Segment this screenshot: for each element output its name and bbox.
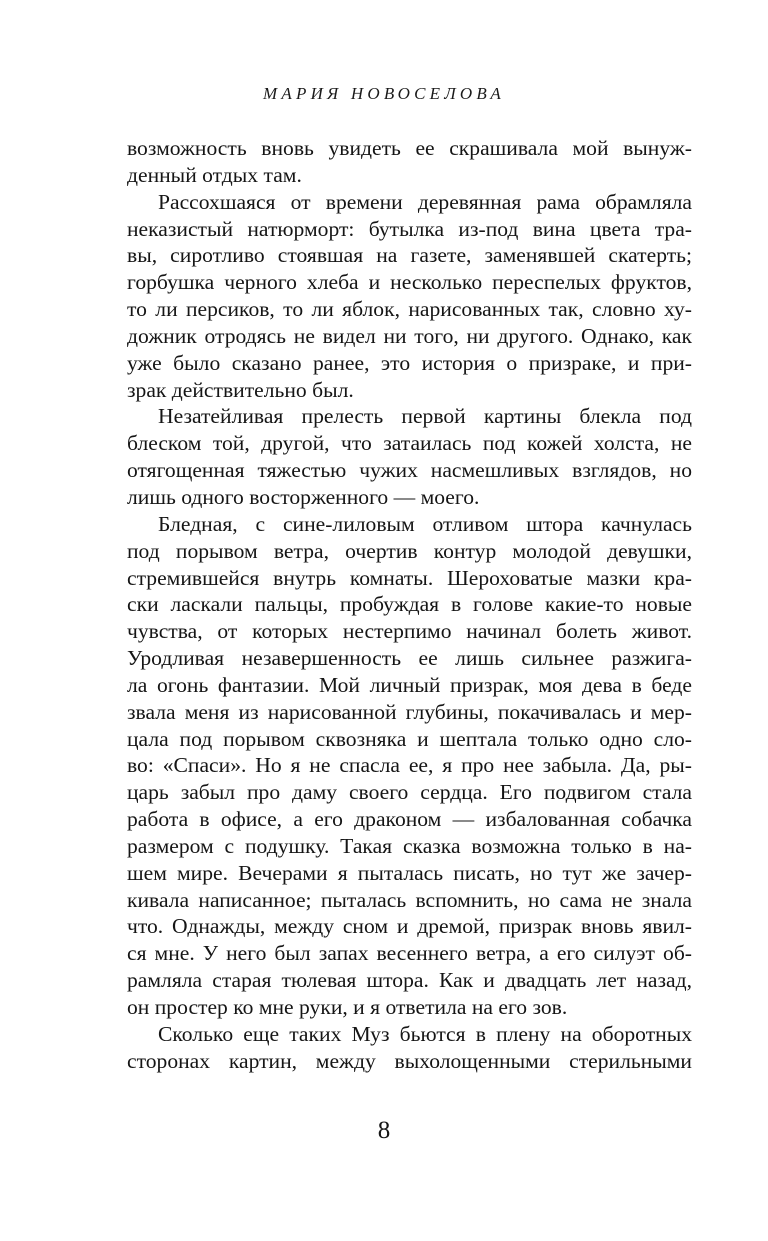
- text-line: размером с подушку. Такая сказка возможна только в на-: [127, 833, 692, 858]
- text-line: чувства, от которых нестерпимо начинал болеть живот.: [127, 619, 692, 644]
- text-line: кивала написанное; пыталась вспомнить, но сама не знала: [127, 887, 692, 912]
- body-text: [127, 135, 692, 1075]
- text-line: шем мире. Вечерами я пыталась писать, но тут же зачер-: [127, 860, 692, 885]
- text-line: блеском той, другой, что затаилась под кожей холста, не: [127, 431, 692, 456]
- text-line: неказистый натюрморт: бутылка из-под вина цвета тра-: [127, 216, 692, 241]
- text-line: рамляла старая тюлевая штора. Как и двадцать лет назад,: [127, 968, 692, 993]
- text-line: вы, сиротливо стоявшая на газете, заменявшей скатерть;: [127, 243, 692, 268]
- text-line: ся мне. У него был запах весеннего ветра, а его силуэт об-: [127, 941, 692, 966]
- text-line: уже было сказано ранее, это история о призраке, и при-: [127, 350, 692, 375]
- text-line: во: «Спаси». Но я не спасла ее, я про нее забыла. Да, ры-: [127, 753, 692, 778]
- text-line: зрак действительно был.: [127, 377, 354, 402]
- text-line: стремившейся внутрь комнаты. Шероховатые мазки кра-: [127, 565, 692, 590]
- text-line: царь забыл про даму своего сердца. Его подвигом стала: [127, 780, 692, 805]
- text-line: под порывом ветра, очертив контур молодой девушки,: [127, 538, 692, 563]
- text-line: лишь одного восторженного — моего.: [127, 484, 480, 509]
- text-line: возможность вновь увидеть ее скрашивала мой вынуж-: [127, 136, 692, 160]
- text-line: отягощенная тяжестью чужих насмешливых взглядов, но: [127, 458, 692, 483]
- text-line: Рассохшаяся от времени деревянная рама обрамляла: [158, 189, 692, 214]
- text-line: дожник отродясь не видел ни того, ни другого. Однако, как: [127, 323, 692, 348]
- text-line: звала меня из нарисованной глубины, покачивалась и мер-: [127, 699, 692, 724]
- text-line: денный отдых там.: [127, 162, 302, 187]
- text-line: работа в офисе, а его драконом — избалованная собачка: [127, 807, 692, 832]
- text-line: Уродливая незавершенность ее лишь сильнее разжига-: [127, 646, 692, 671]
- text-line: он простер ко мне руки, и я ответила на его зов.: [127, 995, 568, 1019]
- running-header: МАРИЯ НОВОСЕЛОВА: [263, 84, 505, 103]
- text-line: что. Однажды, между сном и дремой, призрак вновь явил-: [127, 914, 692, 939]
- text-line: Сколько еще таких Муз бьются в плену на оборотных: [158, 1021, 692, 1046]
- text-line: Бледная, с сине-лиловым отливом штора качнулась: [158, 511, 692, 536]
- text-line: ски ласкали пальцы, пробуждая в голове какие-то новые: [127, 592, 692, 617]
- text-line: то ли персиков, то ли яблок, нарисованных так, словно ху-: [127, 297, 692, 322]
- text-line: ла огонь фантазии. Мой личный призрак, моя дева в беде: [127, 672, 692, 697]
- text-line: горбушка черного хлеба и несколько переспелых фруктов,: [127, 270, 692, 295]
- text-line: Незатейливая прелесть первой картины блекла под: [158, 404, 692, 429]
- page-number: 8: [377, 1117, 391, 1144]
- text-line: цала под порывом сквозняка и шептала только одно сло-: [127, 726, 692, 751]
- text-line: сторонах картин, между выхолощенными стерильными: [127, 1048, 692, 1073]
